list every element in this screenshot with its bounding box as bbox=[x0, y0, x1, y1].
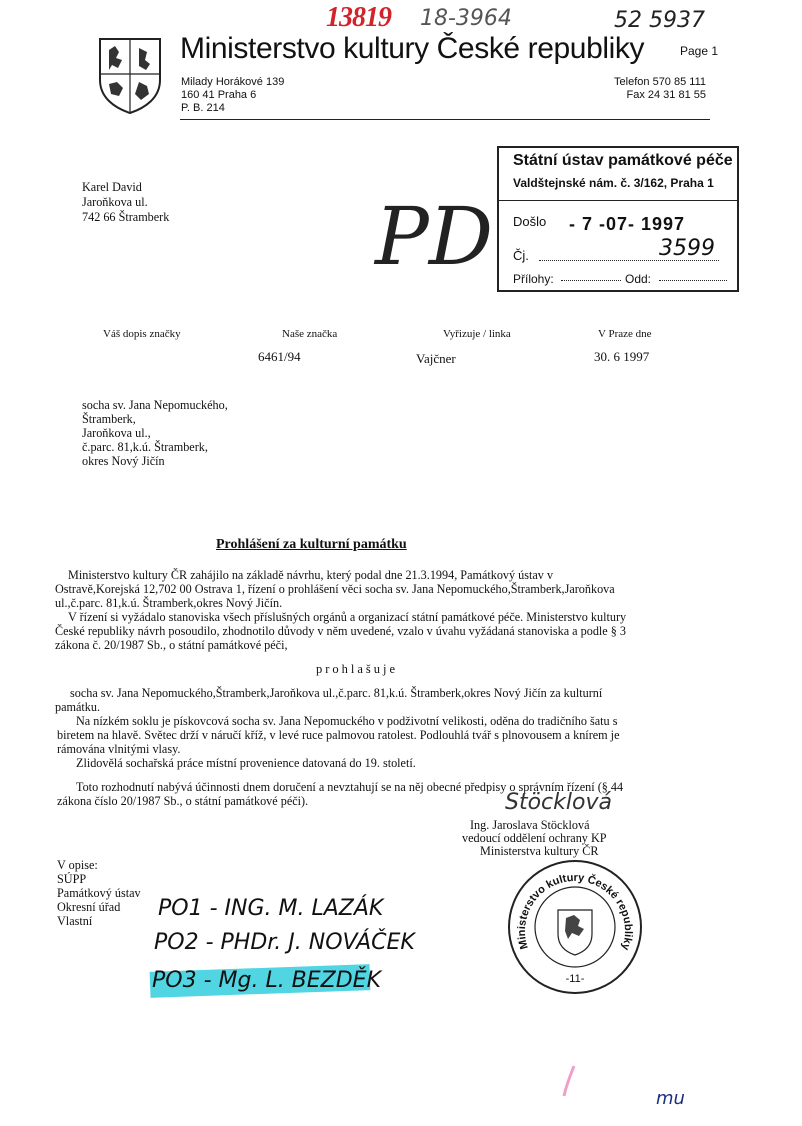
subject-line: Štramberk, bbox=[82, 412, 136, 426]
para5-line: Toto rozhodnutí nabývá účinnosti dnem doručení a nevztahují se na něj obecné předpisy o správním řízení (§ 44 bbox=[76, 780, 624, 794]
red-reference-number: 13819 bbox=[326, 2, 391, 33]
gray-reference-number: 18-3964 bbox=[420, 6, 512, 31]
stamp-odd-dots bbox=[659, 280, 727, 281]
header-divider bbox=[180, 119, 710, 120]
para1-line: Ministerstvo kultury ČR zahájilo na základě návrhu, který podal dne 21.3.1994, Památkový ústav v bbox=[68, 568, 554, 582]
para2-line: zákona č. 20/1987 Sb., o státní památkové péči, bbox=[55, 638, 288, 652]
signatory-org: Ministerstva kultury ČR bbox=[480, 844, 599, 858]
pd-handwritten-mark: PD bbox=[375, 190, 493, 283]
document-heading: Prohlášení za kulturní památku bbox=[216, 537, 407, 552]
copies-item: Vlastní bbox=[57, 914, 93, 928]
address-city: 160 41 Praha 6 bbox=[181, 89, 257, 101]
subject-line: č.parc. 81,k.ú. Štramberk, bbox=[82, 440, 208, 454]
handwritten-copy-line: PO2 - PHDr. J. NOVÁČEK bbox=[154, 930, 415, 955]
stamp-address: Valdštejnské nám. č. 3/162, Praha 1 bbox=[513, 176, 714, 190]
receipt-stamp bbox=[497, 146, 739, 292]
telefon: Telefon 570 85 111 bbox=[614, 76, 706, 88]
top-right-number: 52 5937 bbox=[614, 8, 705, 33]
ref-label-date: V Praze dne bbox=[598, 328, 652, 340]
stamp-odd-label: Odd: bbox=[625, 272, 652, 286]
recipient-street: Jaroňkova ul. bbox=[82, 195, 148, 209]
page-label: Page 1 bbox=[680, 44, 719, 58]
stamp-divider bbox=[499, 200, 737, 201]
round-stamp-number: -11- bbox=[565, 973, 585, 985]
para2-line: V řízení si vyžádalo stanoviska všech příslušných orgánů a organizací státní památkové péče. Ministerstvo kultury bbox=[68, 610, 627, 624]
para1-line: ul.,č.parc. 81,k.ú. Štramberk,okres Nový Jičín. bbox=[55, 596, 283, 610]
para3-line: socha sv. Jana Nepomuckého,Štramberk,Jaroňkova ul.,č.parc. 81,k.ú. Štramberk,okres Nový Jičín za kulturní bbox=[70, 686, 603, 700]
ref-vyrizuje: Vajčner bbox=[416, 351, 456, 366]
stamp-title: Státní ústav památkové péče bbox=[513, 152, 733, 169]
recipient-name: Karel David bbox=[82, 180, 142, 194]
copies-item: SÚPP bbox=[57, 872, 87, 886]
stamp-doslo-date: - 7 -07- 1997 bbox=[569, 214, 686, 234]
signatory-name: Ing. Jaroslava Stöcklová bbox=[470, 818, 590, 832]
stamp-cj-label: Čj. bbox=[513, 248, 529, 263]
handwritten-signature: Stöcklová bbox=[505, 790, 612, 815]
address-pobox: P. B. 214 bbox=[181, 102, 225, 114]
recipient-city: 742 66 Štramberk bbox=[82, 210, 170, 224]
subject-line: Jaroňkova ul., bbox=[82, 426, 151, 440]
ref-label-nase-znacka: Naše značka bbox=[282, 328, 338, 340]
copies-heading: V opise: bbox=[57, 858, 98, 872]
pink-pen-mark-icon bbox=[560, 1064, 580, 1098]
address-street: Milady Horákové 139 bbox=[181, 76, 285, 88]
ref-label-vyrizuje: Vyřizuje / linka bbox=[443, 328, 511, 340]
handwritten-copy-line: PO1 - ING. M. LAZÁK bbox=[158, 896, 384, 921]
para3-line: památku. bbox=[55, 700, 101, 714]
para1-line: Ostravě,Korejská 12,702 00 Ostrava 1, řízení o prohlášení věci socha sv. Jana Nepomuckého,Štramberk,Jaroňkova bbox=[55, 582, 615, 596]
para2-line: České republiky návrh posoudilo, zhodnotilo důvody v něm uvedené, vzalo v úvahu vyžádaná stanoviska a podle § 3 bbox=[55, 624, 626, 638]
ref-date: 30. 6 1997 bbox=[594, 349, 650, 364]
ref-nase-znacka: 6461/94 bbox=[258, 349, 301, 364]
para4-line: Na nízkém soklu je pískovcová socha sv. Jana Nepomuckého v podživotní velikosti, oděna do tradičního šatu s bbox=[76, 714, 618, 728]
ref-label-vas-dopis: Váš dopis značky bbox=[103, 328, 181, 340]
stamp-prilohy-dots bbox=[561, 280, 621, 281]
copies-item: Památkový ústav bbox=[57, 886, 141, 900]
stamp-prilohy-label: Přílohy: bbox=[513, 272, 554, 286]
prohlasuje-word: prohlašuje bbox=[316, 662, 399, 676]
para5-line: zákona číslo 20/1987 Sb., o státní památkové péči). bbox=[57, 794, 309, 808]
round-stamp-text: Ministerstvo kultury České republiky bbox=[515, 871, 635, 952]
ministry-title: Ministerstvo kultury České republiky bbox=[180, 32, 645, 65]
coat-of-arms-icon bbox=[97, 36, 163, 116]
stamp-cj-value: 3599 bbox=[659, 236, 715, 261]
bottom-handwritten-mark: mu bbox=[656, 1088, 685, 1109]
copies-item: Okresní úřad bbox=[57, 900, 121, 914]
signatory-role: vedoucí oddělení ochrany KP bbox=[462, 831, 607, 845]
subject-line: socha sv. Jana Nepomuckého, bbox=[82, 398, 228, 412]
para4-line: biretem na hlavě. Světec drží v náručí kříž, v levé ruce palmovou ratolest. Podlouhlá tvář s plnovousem a knírem je bbox=[57, 728, 620, 742]
fax: Fax 24 31 81 55 bbox=[626, 89, 706, 101]
handwritten-copy-line: PO3 - Mg. L. BEZDĚK bbox=[152, 968, 382, 993]
svg-text:Ministerstvo kultury České rep bbox=[516, 872, 634, 953]
subject-line: okres Nový Jičín bbox=[82, 454, 165, 468]
para4-line: rámována vlnitými vlasy. bbox=[57, 742, 181, 756]
official-round-stamp bbox=[506, 858, 644, 996]
stamp-doslo-label: Došlo bbox=[513, 214, 547, 229]
para4-line: Zlidovělá sochařská práce místní provenience datovaná do 19. století. bbox=[76, 756, 416, 770]
